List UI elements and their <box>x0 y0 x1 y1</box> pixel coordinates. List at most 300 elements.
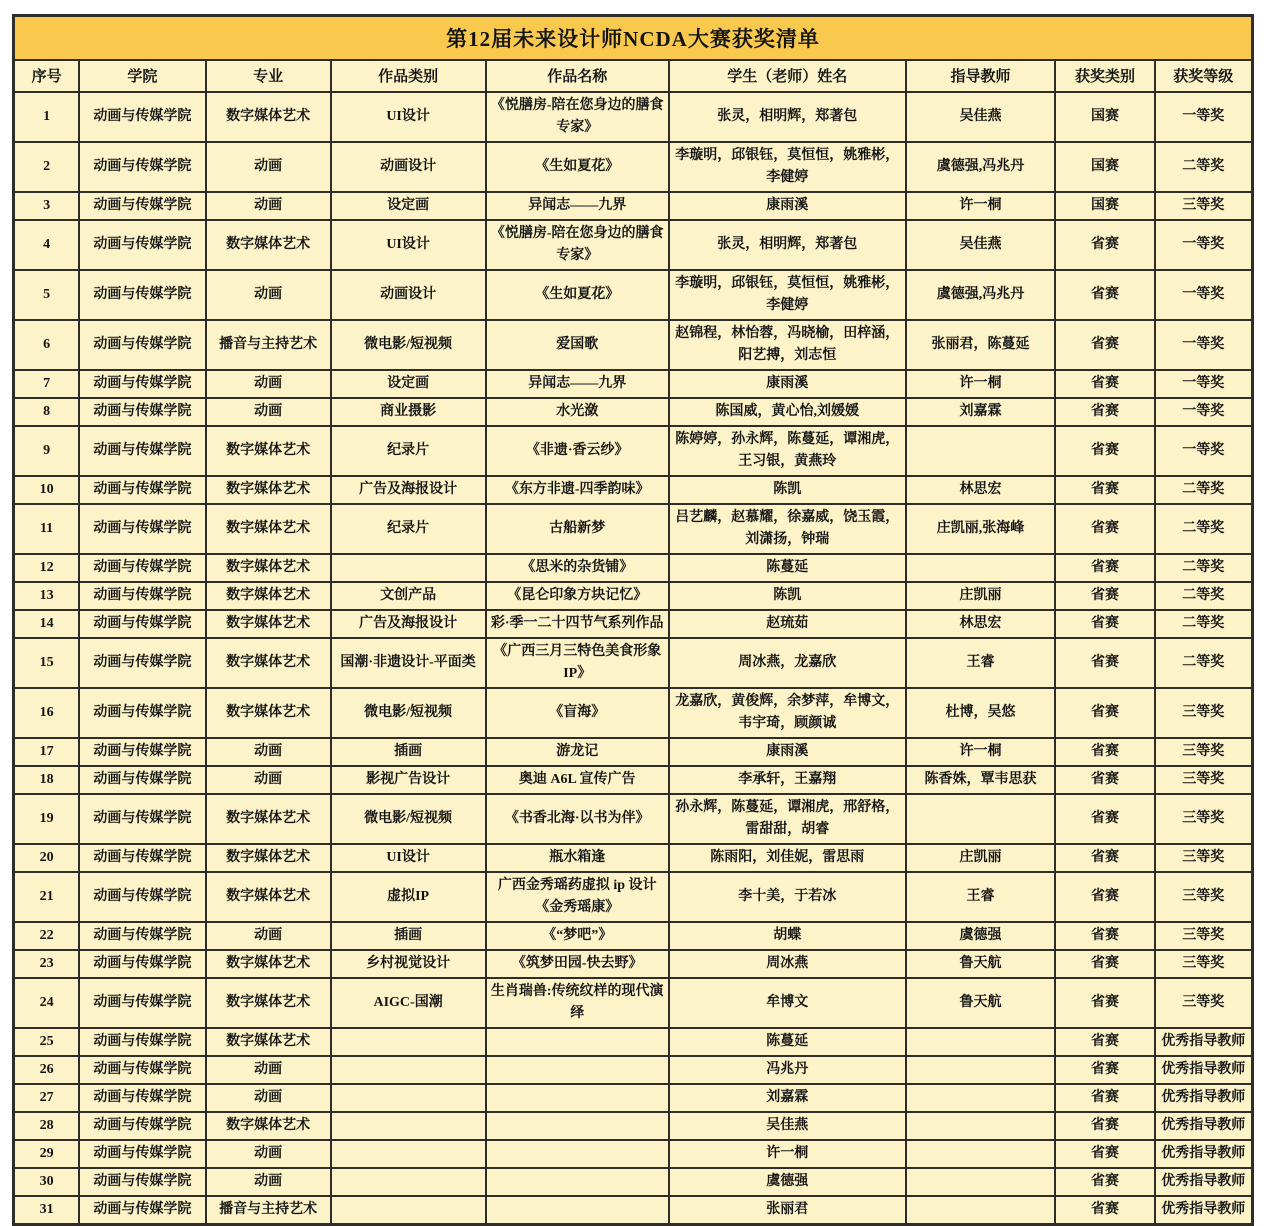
cell: 胡蝶 <box>669 922 906 950</box>
cell: 刘嘉霖 <box>906 398 1056 426</box>
cell: 《悦膳房-陪在您身边的膳食专家》 <box>486 92 669 142</box>
cell: 动画与传媒学院 <box>79 844 205 872</box>
cell: 省赛 <box>1055 426 1154 476</box>
cell: 陈雨阳，刘佳妮，雷思雨 <box>669 844 906 872</box>
cell: 13 <box>14 582 80 610</box>
cell: 《筑梦田园-快去野》 <box>486 950 669 978</box>
cell: 纪录片 <box>331 504 486 554</box>
cell: UI设计 <box>331 220 486 270</box>
cell: 王睿 <box>906 872 1056 922</box>
cell: 庄凯丽 <box>906 844 1056 872</box>
cell: 29 <box>14 1140 80 1168</box>
cell: 插画 <box>331 738 486 766</box>
cell: 吴佳燕 <box>906 92 1056 142</box>
cell: 一等奖 <box>1155 92 1253 142</box>
cell: 李璇明，邱银钰，莫恒恒，姚雅彬，李健婷 <box>669 142 906 192</box>
table-row <box>14 1028 1253 1056</box>
cell: 19 <box>14 794 80 844</box>
cell: 优秀指导教师 <box>1155 1084 1253 1112</box>
table-row <box>14 766 1253 794</box>
cell: 省赛 <box>1055 398 1154 426</box>
cell: 冯兆丹 <box>669 1056 906 1084</box>
table-row <box>14 192 1253 220</box>
cell: 影视广告设计 <box>331 766 486 794</box>
cell: 8 <box>14 398 80 426</box>
cell: 28 <box>14 1112 80 1140</box>
cell: 一等奖 <box>1155 220 1253 270</box>
cell: 优秀指导教师 <box>1155 1028 1253 1056</box>
cell: 12 <box>14 554 80 582</box>
cell: AIGC-国潮 <box>331 978 486 1028</box>
cell: 李承轩，王嘉翔 <box>669 766 906 794</box>
cell: 省赛 <box>1055 872 1154 922</box>
cell: 26 <box>14 1056 80 1084</box>
cell <box>906 1084 1056 1112</box>
cell: 省赛 <box>1055 270 1154 320</box>
cell: 游龙记 <box>486 738 669 766</box>
cell: 国赛 <box>1055 192 1154 220</box>
cell: 三等奖 <box>1155 766 1253 794</box>
cell <box>906 794 1056 844</box>
cell: 14 <box>14 610 80 638</box>
cell: 许一桐 <box>906 738 1056 766</box>
cell: 30 <box>14 1168 80 1196</box>
cell: 李十美，于若冰 <box>669 872 906 922</box>
cell: 省赛 <box>1055 688 1154 738</box>
cell: 省赛 <box>1055 950 1154 978</box>
cell: UI设计 <box>331 844 486 872</box>
cell: 张丽君，陈蔓延 <box>906 320 1056 370</box>
table-row <box>14 504 1253 554</box>
cell: 7 <box>14 370 80 398</box>
cell: 省赛 <box>1055 554 1154 582</box>
cell: 15 <box>14 638 80 688</box>
cell: 三等奖 <box>1155 872 1253 922</box>
cell: 动画与传媒学院 <box>79 1168 205 1196</box>
cell: 鲁天航 <box>906 950 1056 978</box>
cell: 陈蔓延 <box>669 554 906 582</box>
cell: 数字媒体艺术 <box>206 426 331 476</box>
cell: 动画 <box>206 766 331 794</box>
table-row <box>14 554 1253 582</box>
cell: 动画设计 <box>331 270 486 320</box>
cell: 11 <box>14 504 80 554</box>
cell: 插画 <box>331 922 486 950</box>
cell: 25 <box>14 1028 80 1056</box>
cell: 数字媒体艺术 <box>206 554 331 582</box>
cell: 许一桐 <box>906 370 1056 398</box>
cell: 省赛 <box>1055 582 1154 610</box>
cell: 三等奖 <box>1155 192 1253 220</box>
column-header-8: 获奖类别 <box>1055 60 1154 92</box>
cell: 虞德强,冯兆丹 <box>906 142 1056 192</box>
cell: 优秀指导教师 <box>1155 1168 1253 1196</box>
cell: 播音与主持艺术 <box>206 320 331 370</box>
table-row <box>14 220 1253 270</box>
cell: 动画与传媒学院 <box>79 582 205 610</box>
title-row <box>14 16 1253 60</box>
cell: 数字媒体艺术 <box>206 610 331 638</box>
cell: 动画 <box>206 1056 331 1084</box>
cell: 《书香北海·以书为伴》 <box>486 794 669 844</box>
cell: 动画与传媒学院 <box>79 554 205 582</box>
cell: 彩·季一二十四节气系列作品 <box>486 610 669 638</box>
cell: 微电影/短视频 <box>331 688 486 738</box>
cell: 瓶水箱逢 <box>486 844 669 872</box>
cell: 陈蔓延 <box>669 1028 906 1056</box>
cell: 省赛 <box>1055 320 1154 370</box>
cell: 许一桐 <box>906 192 1056 220</box>
cell: 27 <box>14 1084 80 1112</box>
cell: 国赛 <box>1055 142 1154 192</box>
cell: 孙永辉，陈蔓延，谭湘虎，邢舒格，雷甜甜，胡睿 <box>669 794 906 844</box>
table-row <box>14 1196 1253 1225</box>
award-table <box>12 14 1254 1226</box>
cell: 省赛 <box>1055 370 1154 398</box>
cell: 动画与传媒学院 <box>79 638 205 688</box>
cell: 省赛 <box>1055 738 1154 766</box>
cell: 牟博文 <box>669 978 906 1028</box>
cell: 设定画 <box>331 192 486 220</box>
cell: 二等奖 <box>1155 142 1253 192</box>
cell: 微电影/短视频 <box>331 320 486 370</box>
cell <box>906 426 1056 476</box>
column-header-2: 学院 <box>79 60 205 92</box>
cell <box>331 1196 486 1225</box>
cell: 数字媒体艺术 <box>206 688 331 738</box>
cell: 省赛 <box>1055 1028 1154 1056</box>
cell: 省赛 <box>1055 1112 1154 1140</box>
cell <box>331 1028 486 1056</box>
cell: 动画与传媒学院 <box>79 1084 205 1112</box>
cell <box>486 1084 669 1112</box>
cell: 生肖瑞兽:传统纹样的现代演绎 <box>486 978 669 1028</box>
cell: 省赛 <box>1055 220 1154 270</box>
cell: 动画与传媒学院 <box>79 1028 205 1056</box>
cell: 省赛 <box>1055 922 1154 950</box>
cell: 优秀指导教师 <box>1155 1196 1253 1225</box>
cell <box>486 1140 669 1168</box>
cell: 林思宏 <box>906 610 1056 638</box>
cell: 动画与传媒学院 <box>79 978 205 1028</box>
table-row <box>14 320 1253 370</box>
cell: 一等奖 <box>1155 398 1253 426</box>
cell: 王睿 <box>906 638 1056 688</box>
cell: 林思宏 <box>906 476 1056 504</box>
table-row <box>14 398 1253 426</box>
table-row <box>14 638 1253 688</box>
cell: 设定画 <box>331 370 486 398</box>
cell <box>906 1140 1056 1168</box>
cell: 纪录片 <box>331 426 486 476</box>
cell: 省赛 <box>1055 1140 1154 1168</box>
cell <box>331 1112 486 1140</box>
cell <box>906 1028 1056 1056</box>
cell: 异闻志——九界 <box>486 192 669 220</box>
cell: 吴佳燕 <box>906 220 1056 270</box>
cell: 动画 <box>206 142 331 192</box>
table-row <box>14 978 1253 1028</box>
cell <box>331 1084 486 1112</box>
cell: 杜博，吴悠 <box>906 688 1056 738</box>
cell: 数字媒体艺术 <box>206 582 331 610</box>
cell: 吴佳燕 <box>669 1112 906 1140</box>
table-row <box>14 844 1253 872</box>
cell: 国赛 <box>1055 92 1154 142</box>
cell: 省赛 <box>1055 844 1154 872</box>
cell: 虞德强 <box>906 922 1056 950</box>
cell <box>331 1056 486 1084</box>
cell: 省赛 <box>1055 504 1154 554</box>
cell: 16 <box>14 688 80 738</box>
cell: 广西金秀瑶药虚拟 ip 设计《金秀瑶康》 <box>486 872 669 922</box>
cell: 23 <box>14 950 80 978</box>
cell: 省赛 <box>1055 638 1154 688</box>
cell: 赵锦程，林怡蓉，冯晓榆，田梓涵，阳艺搏，刘志恒 <box>669 320 906 370</box>
cell <box>331 1140 486 1168</box>
cell: 《悦膳房-陪在您身边的膳食专家》 <box>486 220 669 270</box>
cell: 文创产品 <box>331 582 486 610</box>
cell: 一等奖 <box>1155 370 1253 398</box>
table-row <box>14 1056 1253 1084</box>
cell: 省赛 <box>1055 476 1154 504</box>
column-header-5: 作品名称 <box>486 60 669 92</box>
cell: 周冰燕 <box>669 950 906 978</box>
cell: 陈婷婷，孙永辉，陈蔓延，谭湘虎，王习银，黄燕玲 <box>669 426 906 476</box>
cell: 二等奖 <box>1155 638 1253 688</box>
cell: 微电影/短视频 <box>331 794 486 844</box>
cell: 数字媒体艺术 <box>206 220 331 270</box>
cell: 奥迪 A6L 宣传广告 <box>486 766 669 794</box>
table-row <box>14 476 1253 504</box>
cell: 9 <box>14 426 80 476</box>
cell: 三等奖 <box>1155 688 1253 738</box>
cell <box>906 554 1056 582</box>
cell: 张灵，相明辉，郑著包 <box>669 92 906 142</box>
cell: 动画与传媒学院 <box>79 142 205 192</box>
cell: 省赛 <box>1055 1056 1154 1084</box>
cell: 《广西三月三特色美食形象IP》 <box>486 638 669 688</box>
table-row <box>14 738 1253 766</box>
cell: 动画 <box>206 1168 331 1196</box>
cell: 《盲海》 <box>486 688 669 738</box>
cell: 省赛 <box>1055 1168 1154 1196</box>
cell: 二等奖 <box>1155 582 1253 610</box>
column-header-3: 专业 <box>206 60 331 92</box>
column-header-9: 获奖等级 <box>1155 60 1253 92</box>
cell: 二等奖 <box>1155 476 1253 504</box>
cell: 动画与传媒学院 <box>79 872 205 922</box>
cell: 爱国歌 <box>486 320 669 370</box>
cell: 虞德强,冯兆丹 <box>906 270 1056 320</box>
cell: 数字媒体艺术 <box>206 638 331 688</box>
cell: 数字媒体艺术 <box>206 844 331 872</box>
cell: 优秀指导教师 <box>1155 1112 1253 1140</box>
cell: 动画与传媒学院 <box>79 398 205 426</box>
table-row <box>14 426 1253 476</box>
cell: 张丽君 <box>669 1196 906 1225</box>
cell: 31 <box>14 1196 80 1225</box>
cell: 动画与传媒学院 <box>79 426 205 476</box>
cell: 吕艺麟，赵慕耀，徐嘉威，饶玉霞，刘潇扬，钟瑞 <box>669 504 906 554</box>
cell: 动画与传媒学院 <box>79 794 205 844</box>
cell: 动画与传媒学院 <box>79 1196 205 1225</box>
cell: 动画与传媒学院 <box>79 92 205 142</box>
cell: 数字媒体艺术 <box>206 504 331 554</box>
cell <box>906 1056 1056 1084</box>
header-row <box>14 60 1253 92</box>
cell: 数字媒体艺术 <box>206 872 331 922</box>
table-row <box>14 950 1253 978</box>
cell: 动画与传媒学院 <box>79 504 205 554</box>
cell: 陈凯 <box>669 582 906 610</box>
cell <box>486 1196 669 1225</box>
cell: 动画与传媒学院 <box>79 1112 205 1140</box>
cell: 水光潋 <box>486 398 669 426</box>
cell: UI设计 <box>331 92 486 142</box>
cell <box>486 1168 669 1196</box>
cell: 陈香姝，覃韦思获 <box>906 766 1056 794</box>
cell <box>906 1112 1056 1140</box>
cell: 动画 <box>206 1084 331 1112</box>
cell: 康雨溪 <box>669 192 906 220</box>
cell: 一等奖 <box>1155 320 1253 370</box>
cell: 5 <box>14 270 80 320</box>
column-header-7: 指导教师 <box>906 60 1056 92</box>
table-row <box>14 1140 1253 1168</box>
cell <box>331 1168 486 1196</box>
cell: 二等奖 <box>1155 554 1253 582</box>
column-header-4: 作品类别 <box>331 60 486 92</box>
cell: 22 <box>14 922 80 950</box>
cell: 动画设计 <box>331 142 486 192</box>
cell: 10 <box>14 476 80 504</box>
cell: 动画与传媒学院 <box>79 270 205 320</box>
cell: 动画 <box>206 270 331 320</box>
cell: 1 <box>14 92 80 142</box>
cell: 广告及海报设计 <box>331 610 486 638</box>
cell: 乡村视觉设计 <box>331 950 486 978</box>
cell: 3 <box>14 192 80 220</box>
cell: 数字媒体艺术 <box>206 794 331 844</box>
cell <box>486 1112 669 1140</box>
cell: 虚拟IP <box>331 872 486 922</box>
cell: 动画 <box>206 738 331 766</box>
cell: 省赛 <box>1055 1084 1154 1112</box>
cell: 一等奖 <box>1155 426 1253 476</box>
page-title: 第12届未来设计师NCDA大赛获奖清单 <box>14 16 1253 60</box>
cell: 鲁天航 <box>906 978 1056 1028</box>
cell: 优秀指导教师 <box>1155 1056 1253 1084</box>
cell: 动画与传媒学院 <box>79 738 205 766</box>
cell: 动画 <box>206 370 331 398</box>
cell: 省赛 <box>1055 1196 1154 1225</box>
cell: 异闻志——九界 <box>486 370 669 398</box>
cell: 20 <box>14 844 80 872</box>
cell: 2 <box>14 142 80 192</box>
cell: 动画与传媒学院 <box>79 220 205 270</box>
cell: 动画与传媒学院 <box>79 922 205 950</box>
table-row <box>14 688 1253 738</box>
cell: 三等奖 <box>1155 738 1253 766</box>
table-row <box>14 1168 1253 1196</box>
table-row <box>14 92 1253 142</box>
table-row <box>14 794 1253 844</box>
cell: 动画 <box>206 398 331 426</box>
table-row <box>14 872 1253 922</box>
cell: 张灵，相明辉，郑著包 <box>669 220 906 270</box>
cell: 动画与传媒学院 <box>79 192 205 220</box>
table-row <box>14 370 1253 398</box>
cell: 三等奖 <box>1155 794 1253 844</box>
cell: 二等奖 <box>1155 504 1253 554</box>
table-row <box>14 582 1253 610</box>
cell: 播音与主持艺术 <box>206 1196 331 1225</box>
cell: 动画与传媒学院 <box>79 370 205 398</box>
cell: 6 <box>14 320 80 370</box>
cell: 省赛 <box>1055 794 1154 844</box>
cell: 赵琉茹 <box>669 610 906 638</box>
cell: 4 <box>14 220 80 270</box>
cell: 李璇明，邱银钰，莫恒恒，姚雅彬，李健婷 <box>669 270 906 320</box>
cell: 优秀指导教师 <box>1155 1140 1253 1168</box>
cell: 一等奖 <box>1155 270 1253 320</box>
cell: 动画与传媒学院 <box>79 766 205 794</box>
cell: 国潮·非遗设计-平面类 <box>331 638 486 688</box>
cell: 动画与传媒学院 <box>79 1056 205 1084</box>
cell: 庄凯丽,张海峰 <box>906 504 1056 554</box>
cell: 动画与传媒学院 <box>79 476 205 504</box>
cell: 动画与传媒学院 <box>79 950 205 978</box>
cell: 《思米的杂货铺》 <box>486 554 669 582</box>
cell: 商业摄影 <box>331 398 486 426</box>
cell: 康雨溪 <box>669 738 906 766</box>
cell: 24 <box>14 978 80 1028</box>
cell: 《非遗·香云纱》 <box>486 426 669 476</box>
cell: 虞德强 <box>669 1168 906 1196</box>
cell: 龙嘉欣，黄俊辉，余梦萍，牟博文，韦宇琦，顾颜诚 <box>669 688 906 738</box>
cell: 21 <box>14 872 80 922</box>
cell: 三等奖 <box>1155 950 1253 978</box>
cell: 《生如夏花》 <box>486 270 669 320</box>
cell: 二等奖 <box>1155 610 1253 638</box>
cell: 庄凯丽 <box>906 582 1056 610</box>
table-row <box>14 142 1253 192</box>
cell: 周冰燕，龙嘉欣 <box>669 638 906 688</box>
cell: 广告及海报设计 <box>331 476 486 504</box>
table-body <box>14 92 1253 1225</box>
table-row <box>14 1112 1253 1140</box>
cell: 动画 <box>206 192 331 220</box>
cell: 18 <box>14 766 80 794</box>
cell: 省赛 <box>1055 978 1154 1028</box>
cell: 三等奖 <box>1155 978 1253 1028</box>
cell: 数字媒体艺术 <box>206 978 331 1028</box>
cell: 陈国威，黄心怡,刘媛媛 <box>669 398 906 426</box>
cell: 三等奖 <box>1155 844 1253 872</box>
cell: 动画与传媒学院 <box>79 688 205 738</box>
cell: 动画与传媒学院 <box>79 320 205 370</box>
cell <box>906 1196 1056 1225</box>
column-header-6: 学生（老师）姓名 <box>669 60 906 92</box>
cell: 省赛 <box>1055 766 1154 794</box>
table-row <box>14 610 1253 638</box>
table-row <box>14 270 1253 320</box>
cell: 刘嘉霖 <box>669 1084 906 1112</box>
cell: 古船新梦 <box>486 504 669 554</box>
table-row <box>14 1084 1253 1112</box>
cell <box>486 1056 669 1084</box>
